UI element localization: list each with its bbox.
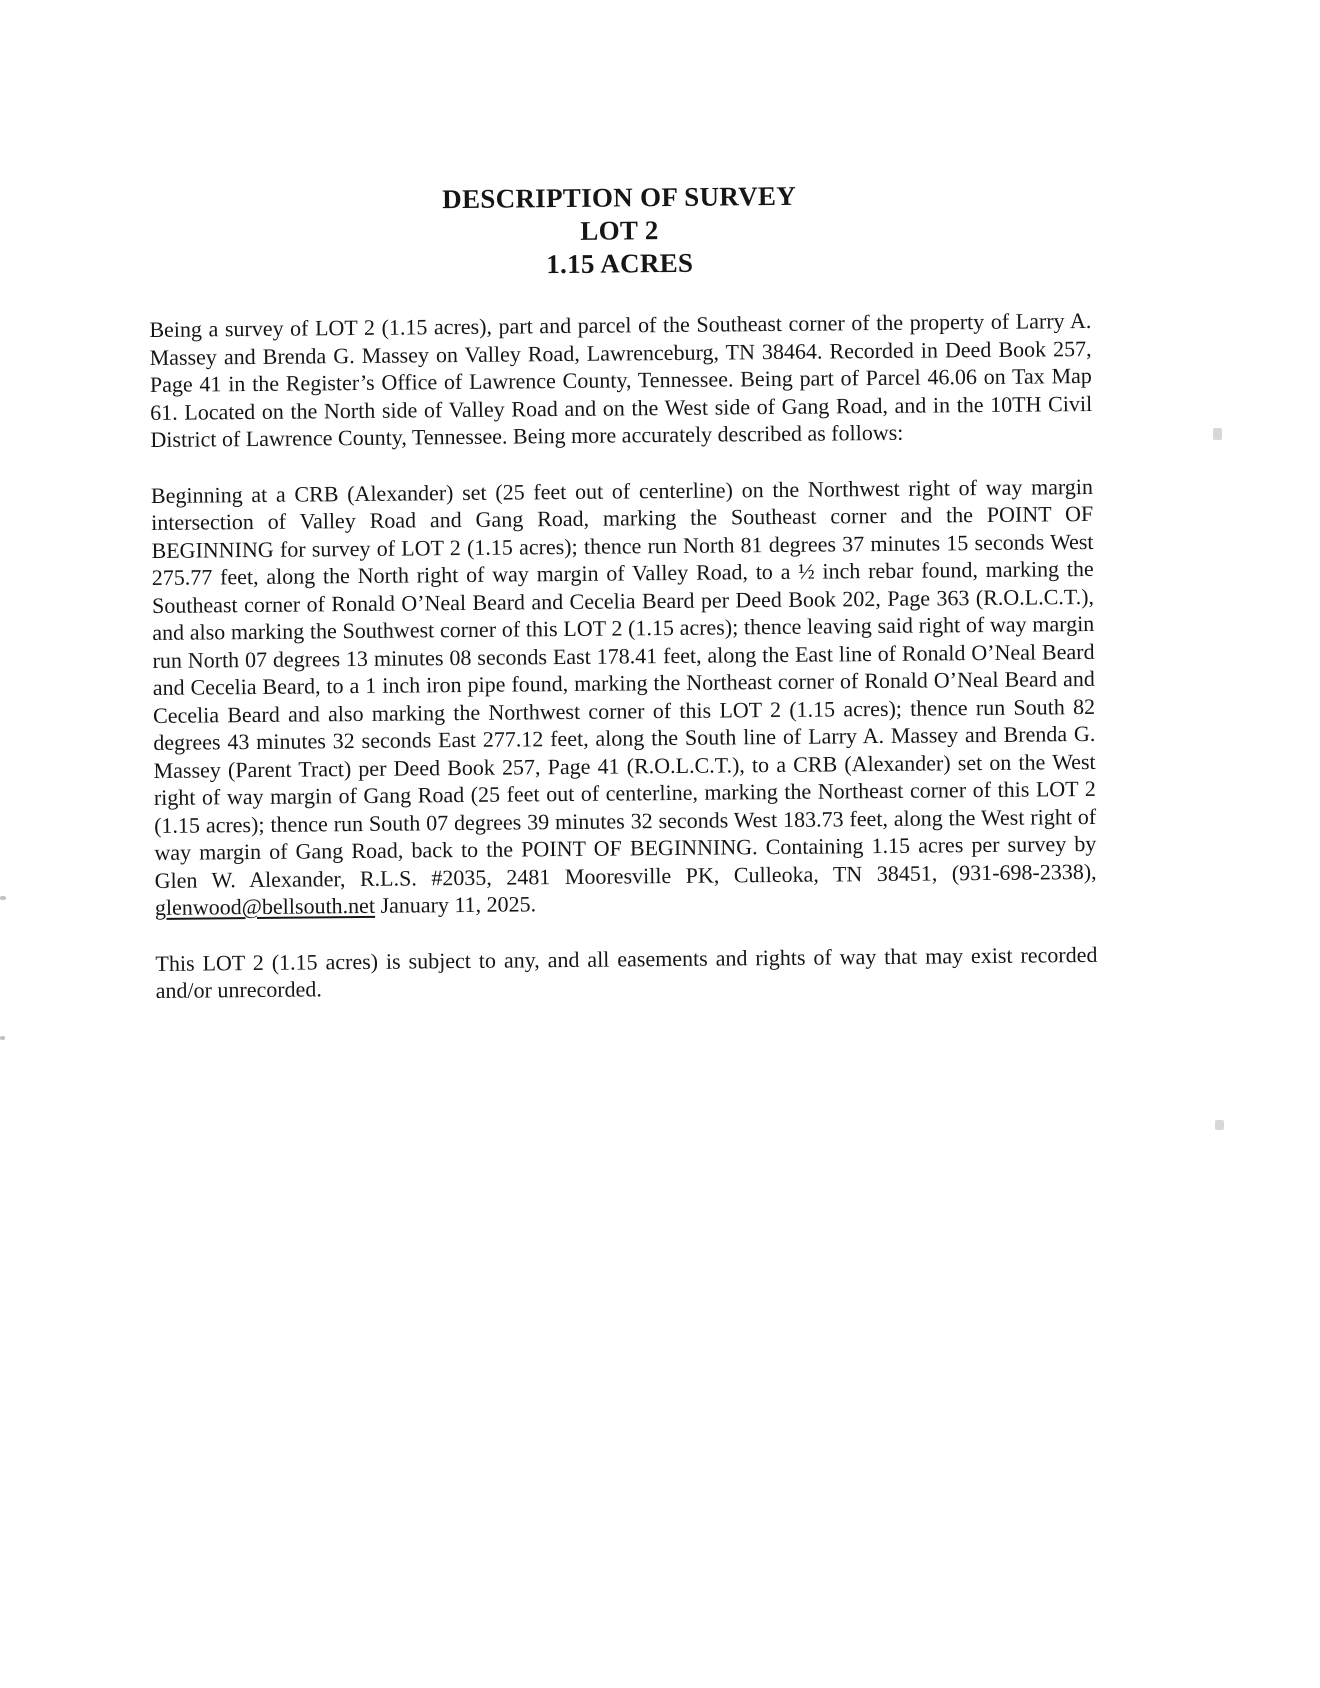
scan-artifact-right-upper <box>1213 428 1222 440</box>
title-line-3: 1.15 ACRES <box>546 247 694 280</box>
surveyor-email-text: glenwood@bellsouth.net <box>154 892 376 920</box>
paragraph-property-description: Being a survey of LOT 2 (1.15 acres), part and parcel of the Southeast corner of the property of Larry A. Massey and Brenda G. Massey on Valley Road, Lawrenceburg, TN 38464. Recorded in Deed Book 257, Page 41 in the Register’s Office of Lawrence County, Tennessee. Being part of Parcel 46.06 on Tax Map 61. Located on the North side of Valley Road and on the West side of Gang Road, and in the 10TH Civil District of Lawrence County, Tennessee. Being more accurately described as follows: <box>149 307 1093 452</box>
document-title <box>148 177 1091 285</box>
scan-artifact-right-lower <box>1215 1120 1224 1130</box>
scan-artifact-left-upper <box>0 896 6 900</box>
scan-artifact-left-lower <box>0 1036 5 1040</box>
paragraph-metes-and-bounds <box>151 472 1097 921</box>
paragraph-easements-disclaimer: This LOT 2 (1.15 acres) is subject to any, and all easements and rights of way that may exist recorded and/or unrecorded. <box>155 941 1098 1003</box>
title-line-2: LOT 2 <box>580 215 659 246</box>
document-body <box>148 177 1098 1005</box>
title-line-1: DESCRIPTION OF SURVEY <box>442 180 797 215</box>
survey-date-text: January 11, 2025. <box>374 891 537 918</box>
metes-and-bounds-text: Beginning at a CRB (Alexander) set (25 feet out of centerline) on the Northwest right of way margin intersection of Valley Road and Gang Road, marking the Southeast corner and the POINT OF BEGINNING for survey of LOT 2 (1.15 acres); thence run North 81 degrees 37 minutes 15 seconds West 275.77 feet, along the North right of way margin of Valley Road, to a ½ inch rebar found, marking the Southeast corner of Ronald O’Neal Beard and Cecelia Beard per Deed Book 202, Page 363 (R.O.L.C.T.), and also marking the Southwest corner of this LOT 2 (1.15 acres); thence leaving said right of way margin run North 07 degrees 13 minutes 08 seconds East 178.41 feet, along the East line of Ronald O’Neal Beard and Cecelia Beard, to a 1 inch iron pipe found, marking the Northeast corner of Ronald O’Neal Beard and Cecelia Beard and also marking the Northwest corner of this LOT 2 (1.15 acres); thence run South 82 degrees 43 minutes 32 seconds East 277.12 feet, along the South line of Larry A. Massey and Brenda G. Massey (Parent Tract) per Deed Book 257, Page 41 (R.O.L.C.T.), to a CRB (Alexander) set on the West right of way margin of Gang Road (25 feet out of centerline, marking the Northeast corner of this LOT 2 (1.15 acres); thence run South 07 degrees 39 minutes 32 seconds West 183.73 feet, along the West right of way margin of Gang Road, back to the POINT OF BEGINNING. Containing 1.15 acres per survey by Glen W. Alexander, R.L.S. #2035, 2481 Mooresville PK, Culleoka, TN 38451, (931-698-2338), <box>150 473 1097 893</box>
